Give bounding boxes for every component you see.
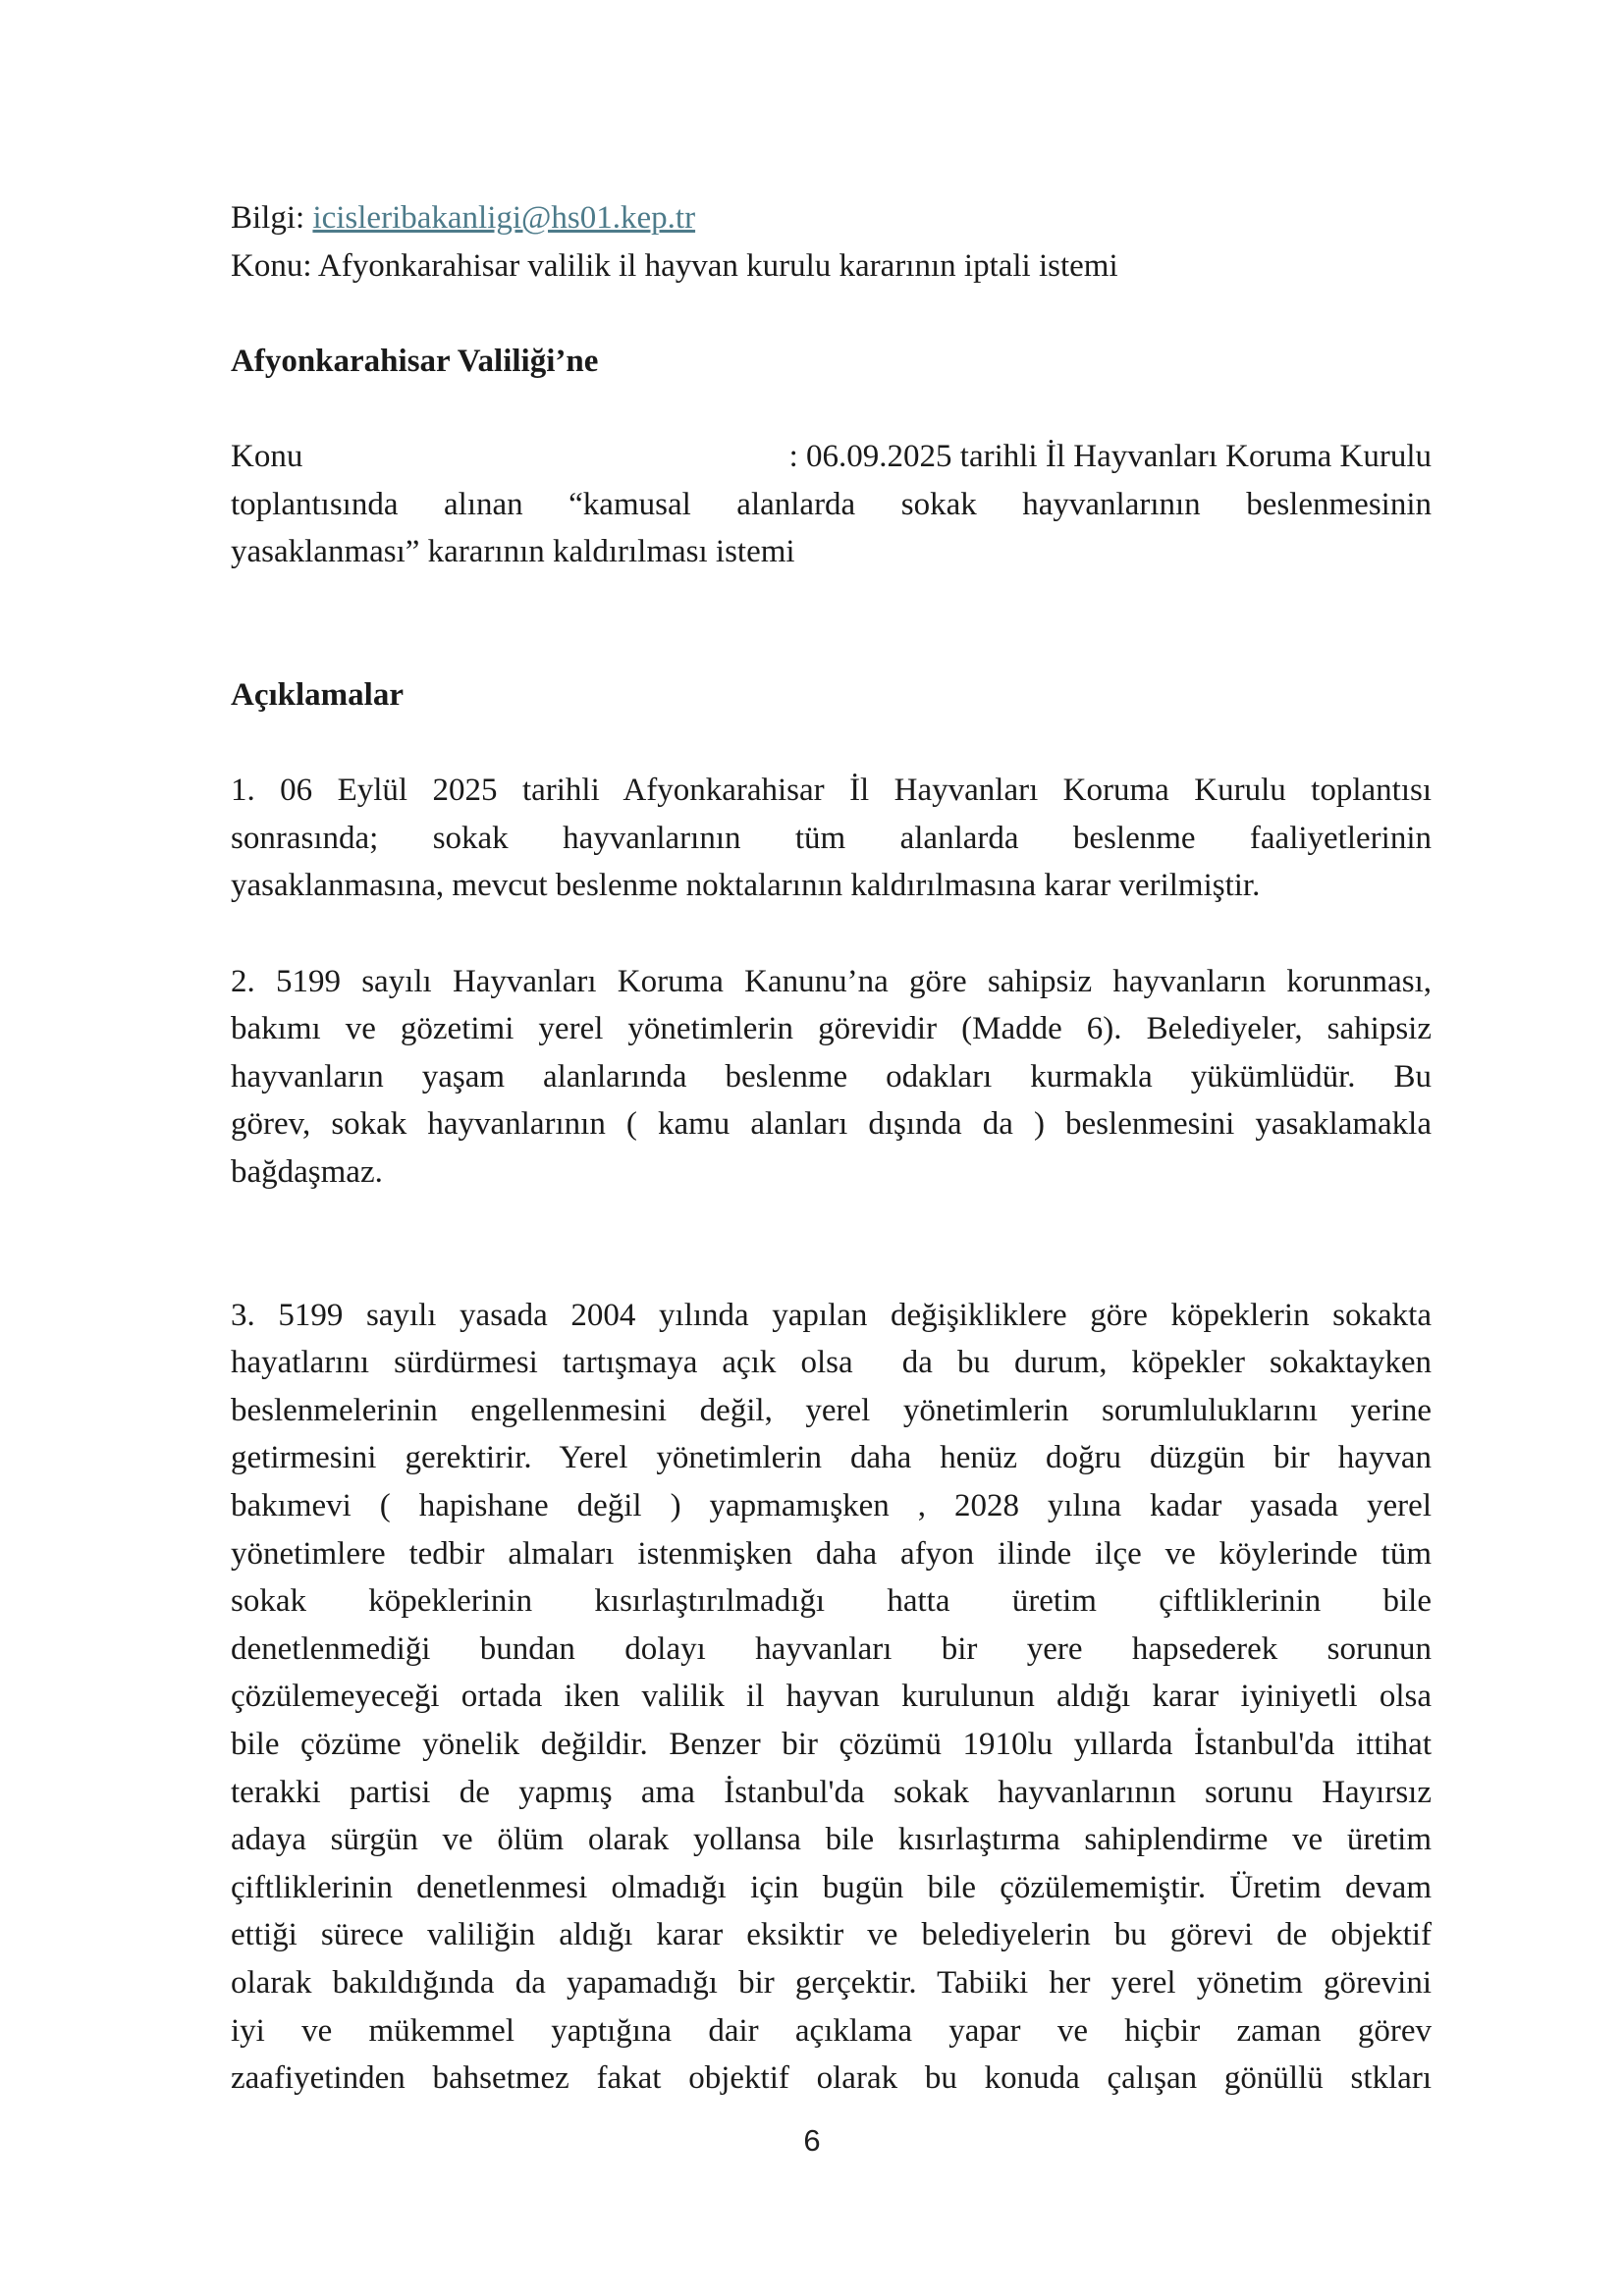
paragraph-line: olarak bakıldığında da yapamadığı bir gerçektir. Tabiiki her yerel yönetim görevini [231, 1964, 1432, 2001]
bilgi-label: Bilgi: [231, 200, 305, 236]
bilgi-email-link[interactable]: icisleribakanligi@hs01.kep.tr [312, 200, 696, 236]
paragraph-line: toplantısında alınan “kamusal alanlarda sokak hayvanlarının beslenmesinin [231, 486, 1432, 522]
subject-first-line [231, 433, 1432, 481]
paragraph-line: bile çözüme yönelik değildir. Benzer bir çözümü 1910lu yıllarda İstanbul'da ittihat [231, 1727, 1432, 1762]
bilgi-line [231, 194, 1432, 242]
paragraph-line: hayatlarını sürdürmesi tartışmaya açık olsa da bu durum, köpekler sokaktayken [231, 1345, 1432, 1381]
paragraph-line: bağdaşmaz. [231, 1153, 383, 1190]
subject-wrapped-lines [231, 481, 1432, 576]
paragraph-line: çiftliklerinin denetlenmesi olmadığı için bugün bile çözülememiştir. Üretim devam [231, 1869, 1432, 1905]
document-content [231, 194, 1432, 2103]
paragraph-line: yasaklanmasına, mevcut beslenme noktalarının kaldırılmasına karar verilmiştir. [231, 868, 1261, 904]
salutation: Afyonkarahisar Valiliği’ne [231, 343, 599, 379]
paragraph-line: ettiği sürece valiliğin aldığı karar eksiktir ve belediyelerin bu görevi de objektif [231, 1917, 1432, 1953]
paragraph-line: bakımı ve gözetimi yerel yönetimlerin görevidir (Madde 6). Belediyeler, sahipsiz [231, 1011, 1432, 1047]
paragraph-line: sokak köpeklerinin kısırlaştırılmadığı hatta üretim çiftliklerinin bile [231, 1583, 1432, 1620]
paragraph-line: çözülemeyeceği ortada iken valilik il hayvan kurulunun aldığı karar iyiniyetli olsa [231, 1679, 1432, 1715]
paragraph-1 [231, 767, 1432, 910]
paragraph-line: bakımevi ( hapishane değil ) yapmamışken , 2028 yılına kadar yasada yerel [231, 1488, 1432, 1524]
aciklamalar-heading: Açıklamalar [231, 676, 404, 713]
page-number: 6 [803, 2123, 821, 2158]
subject-label: Konu [231, 438, 303, 474]
konu-reference-line: Konu: Afyonkarahisar valilik il hayvan kurulu kararının iptali istemi [231, 247, 1118, 284]
paragraph-line: 3. 5199 sayılı yasada 2004 yılında yapılan değişikliklere göre köpeklerin sokakta [231, 1297, 1432, 1333]
paragraph-line: görev, sokak hayvanlarının ( kamu alanları dışında da ) beslenmesini yasaklamakla [231, 1106, 1432, 1143]
paragraph-line: 2. 5199 sayılı Hayvanları Koruma Kanunu’na göre sahipsiz hayvanların korunması, [231, 963, 1432, 999]
paragraph-line: zaafiyetinden bahsetmez fakat objektif olarak bu konuda çalışan gönüllü stkları [231, 2060, 1432, 2097]
paragraph-line: yönetimlere tedbir almaları istenmişken daha afyon ilinde ilçe ve köylerinde tüm [231, 1535, 1432, 1572]
paragraph-line: terakki partisi de yapmış ama İstanbul'da sokak hayvanlarının sorunu Hayırsız [231, 1774, 1432, 1810]
paragraph-2 [231, 958, 1432, 1197]
paragraph-line: beslenmelerinin engellenmesini değil, yerel yönetimlerin sorumluluklarını yerine [231, 1392, 1432, 1428]
paragraph-line: hayvanların yaşam alanlarında beslenme odakları kurmakla yükümlüdür. Bu [231, 1058, 1432, 1095]
paragraph-line: iyi ve mükemmel yaptığına dair açıklama yapar ve hiçbir zaman görev [231, 2012, 1432, 2049]
paragraph-line: getirmesini gerektirir. Yerel yönetimlerin daha henüz doğru düzgün bir hayvan [231, 1440, 1432, 1476]
paragraph-line: 1. 06 Eylül 2025 tarihli Afyonkarahisar İl Hayvanları Koruma Kurulu toplantısı [231, 773, 1432, 809]
paragraph-line: adaya sürgün ve ölüm olarak yollansa bile kısırlaştırma sahiplendirme ve üretim [231, 1822, 1432, 1858]
paragraph-3 [231, 1292, 1432, 2103]
paragraph-line: yasaklanması” kararının kaldırılması istemi [231, 534, 795, 570]
subject-paragraph [231, 433, 1432, 576]
paragraph-line: sonrasında; sokak hayvanlarının tüm alanlarda beslenme faaliyetlerinin [231, 820, 1432, 856]
paragraph-line: denetlenmediği bundan dolayı hayvanları bir yere hapsederek sorunun [231, 1630, 1432, 1667]
subject-first-line-rest: : 06.09.2025 tarihli İl Hayvanları Koruma Kurulu [788, 438, 1432, 474]
